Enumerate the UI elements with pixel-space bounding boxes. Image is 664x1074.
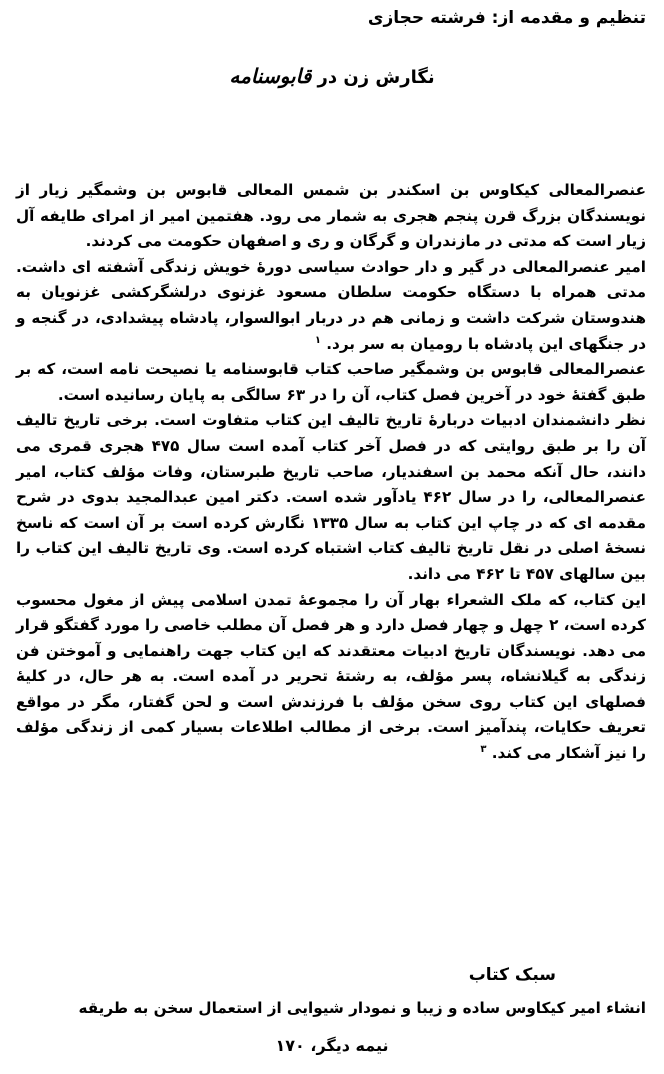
paragraph-2 (16, 255, 646, 357)
article-body (16, 178, 646, 767)
page-footer: نیمه دیگر، ۱۷۰ (275, 1036, 389, 1055)
paragraph-2-text: امیر عنصرالمعالی در گیر و دار حوادث سیاسی دورهٔ خویش زندگی آشفته ای داشت. مدتی همراه با دستگاه حکومت سلطان مسعود غزنوی درلشگرکشی غزنویان به هندوستان شرکت داشت و زمانی هم در دربار ابوالسوار، پادشاه پیشدادی، در گنجه و در جنگهای این پادشاه با رومیان به سر برد. (16, 257, 646, 353)
article-title (0, 64, 664, 88)
title-prefix: نگارش زن در (317, 67, 435, 88)
footnote-marker: ۳ (480, 744, 487, 755)
section-heading: سبک کتاب (468, 965, 556, 985)
footnote-marker: ۱ (314, 334, 321, 346)
title-book-name: قابوسنامه (229, 64, 312, 88)
section-first-line: انشاء امیر کیکاوس ساده و زیبا و نمودار شیوایی از استعمال سخن به طریقه (78, 999, 646, 1017)
paragraph-3 (16, 357, 646, 408)
paragraph-4 (16, 408, 646, 587)
paragraph-5-text: این کتاب، که ملک الشعراء بهار آن را مجموعهٔ تمدن اسلامی پیش از مغول محسوب کرده است، ۲ چهل و چهار فصل دارد و هر فصل آن مطلب خاصی را مورد گفتگو قرار می دهد. نویسندگان تاریخ ادبیات معتقدند که این کتاب جهت راهنمایی و آموختن فن زندگی به گیلانشاه، پسر مؤلف، به رشتهٔ تحریر در آمده است. به هر حال، در کلیهٔ فصلهای این کتاب روی سخن مؤلف با فرزندش است و لحن گفتار، مگر در مواقع تعریف حکایات، پندآمیز است. برخی از مطالب اطلاعات بسیار کمی از زندگی مؤلف را نیز آشکار می کند. (16, 590, 646, 763)
paragraph-3-text: عنصرالمعالی قابوس بن وشمگیر صاحب کتاب قابوسنامه یا نصیحت نامه است، که بر طبق گفتهٔ خود در آخرین فصل کتاب، آن را در ۶۳ سالگی به پایان رسانیده است. (16, 360, 646, 404)
paragraph-1-text: عنصرالمعالی کیکاوس بن اسکندر بن شمس المعالی قابوس بن وشمگیر زیار از نویسندگان بزرگ قرن پنجم هجری به شمار می رود. هفتمین امیر از امرای طایفه آل زیار است که مدتی در مازندران و گرگان و ری و اصفهان حکومت می کردند. (16, 181, 646, 251)
author-byline: تنظیم و مقدمه از: فرشته حجازی (367, 8, 646, 28)
paragraph-1 (16, 178, 646, 255)
paragraph-4-text: نظر دانشمندان ادبیات دربارهٔ تاریخ تالیف این کتاب متفاوت است. برخی تاریخ تالیف آن را بر طبق روایتی که در فصل آخر کتاب آمده است سال ۴۷۵ هجری قمری می دانند، حال آنکه محمد بن اسفندیار، صاحب تاریخ طبرستان، وفات مؤلف کتاب، امیر عنصرالمعالی، را در سال ۴۶۲ یادآور شده است. دکتر امین عبدالمجید بدوی در شرح مقدمه ای که در چاپ این کتاب به سال ۱۳۳۵ نگارش کرده است بر آن است که ناسخ نسخهٔ اصلی در نقل تاریخ تالیف کتاب اشتباه کرده است. وی تاریخ تالیف این کتاب را بین سالهای ۴۵۷ تا ۴۶۲ می داند. (16, 411, 646, 583)
paragraph-5 (16, 588, 646, 767)
